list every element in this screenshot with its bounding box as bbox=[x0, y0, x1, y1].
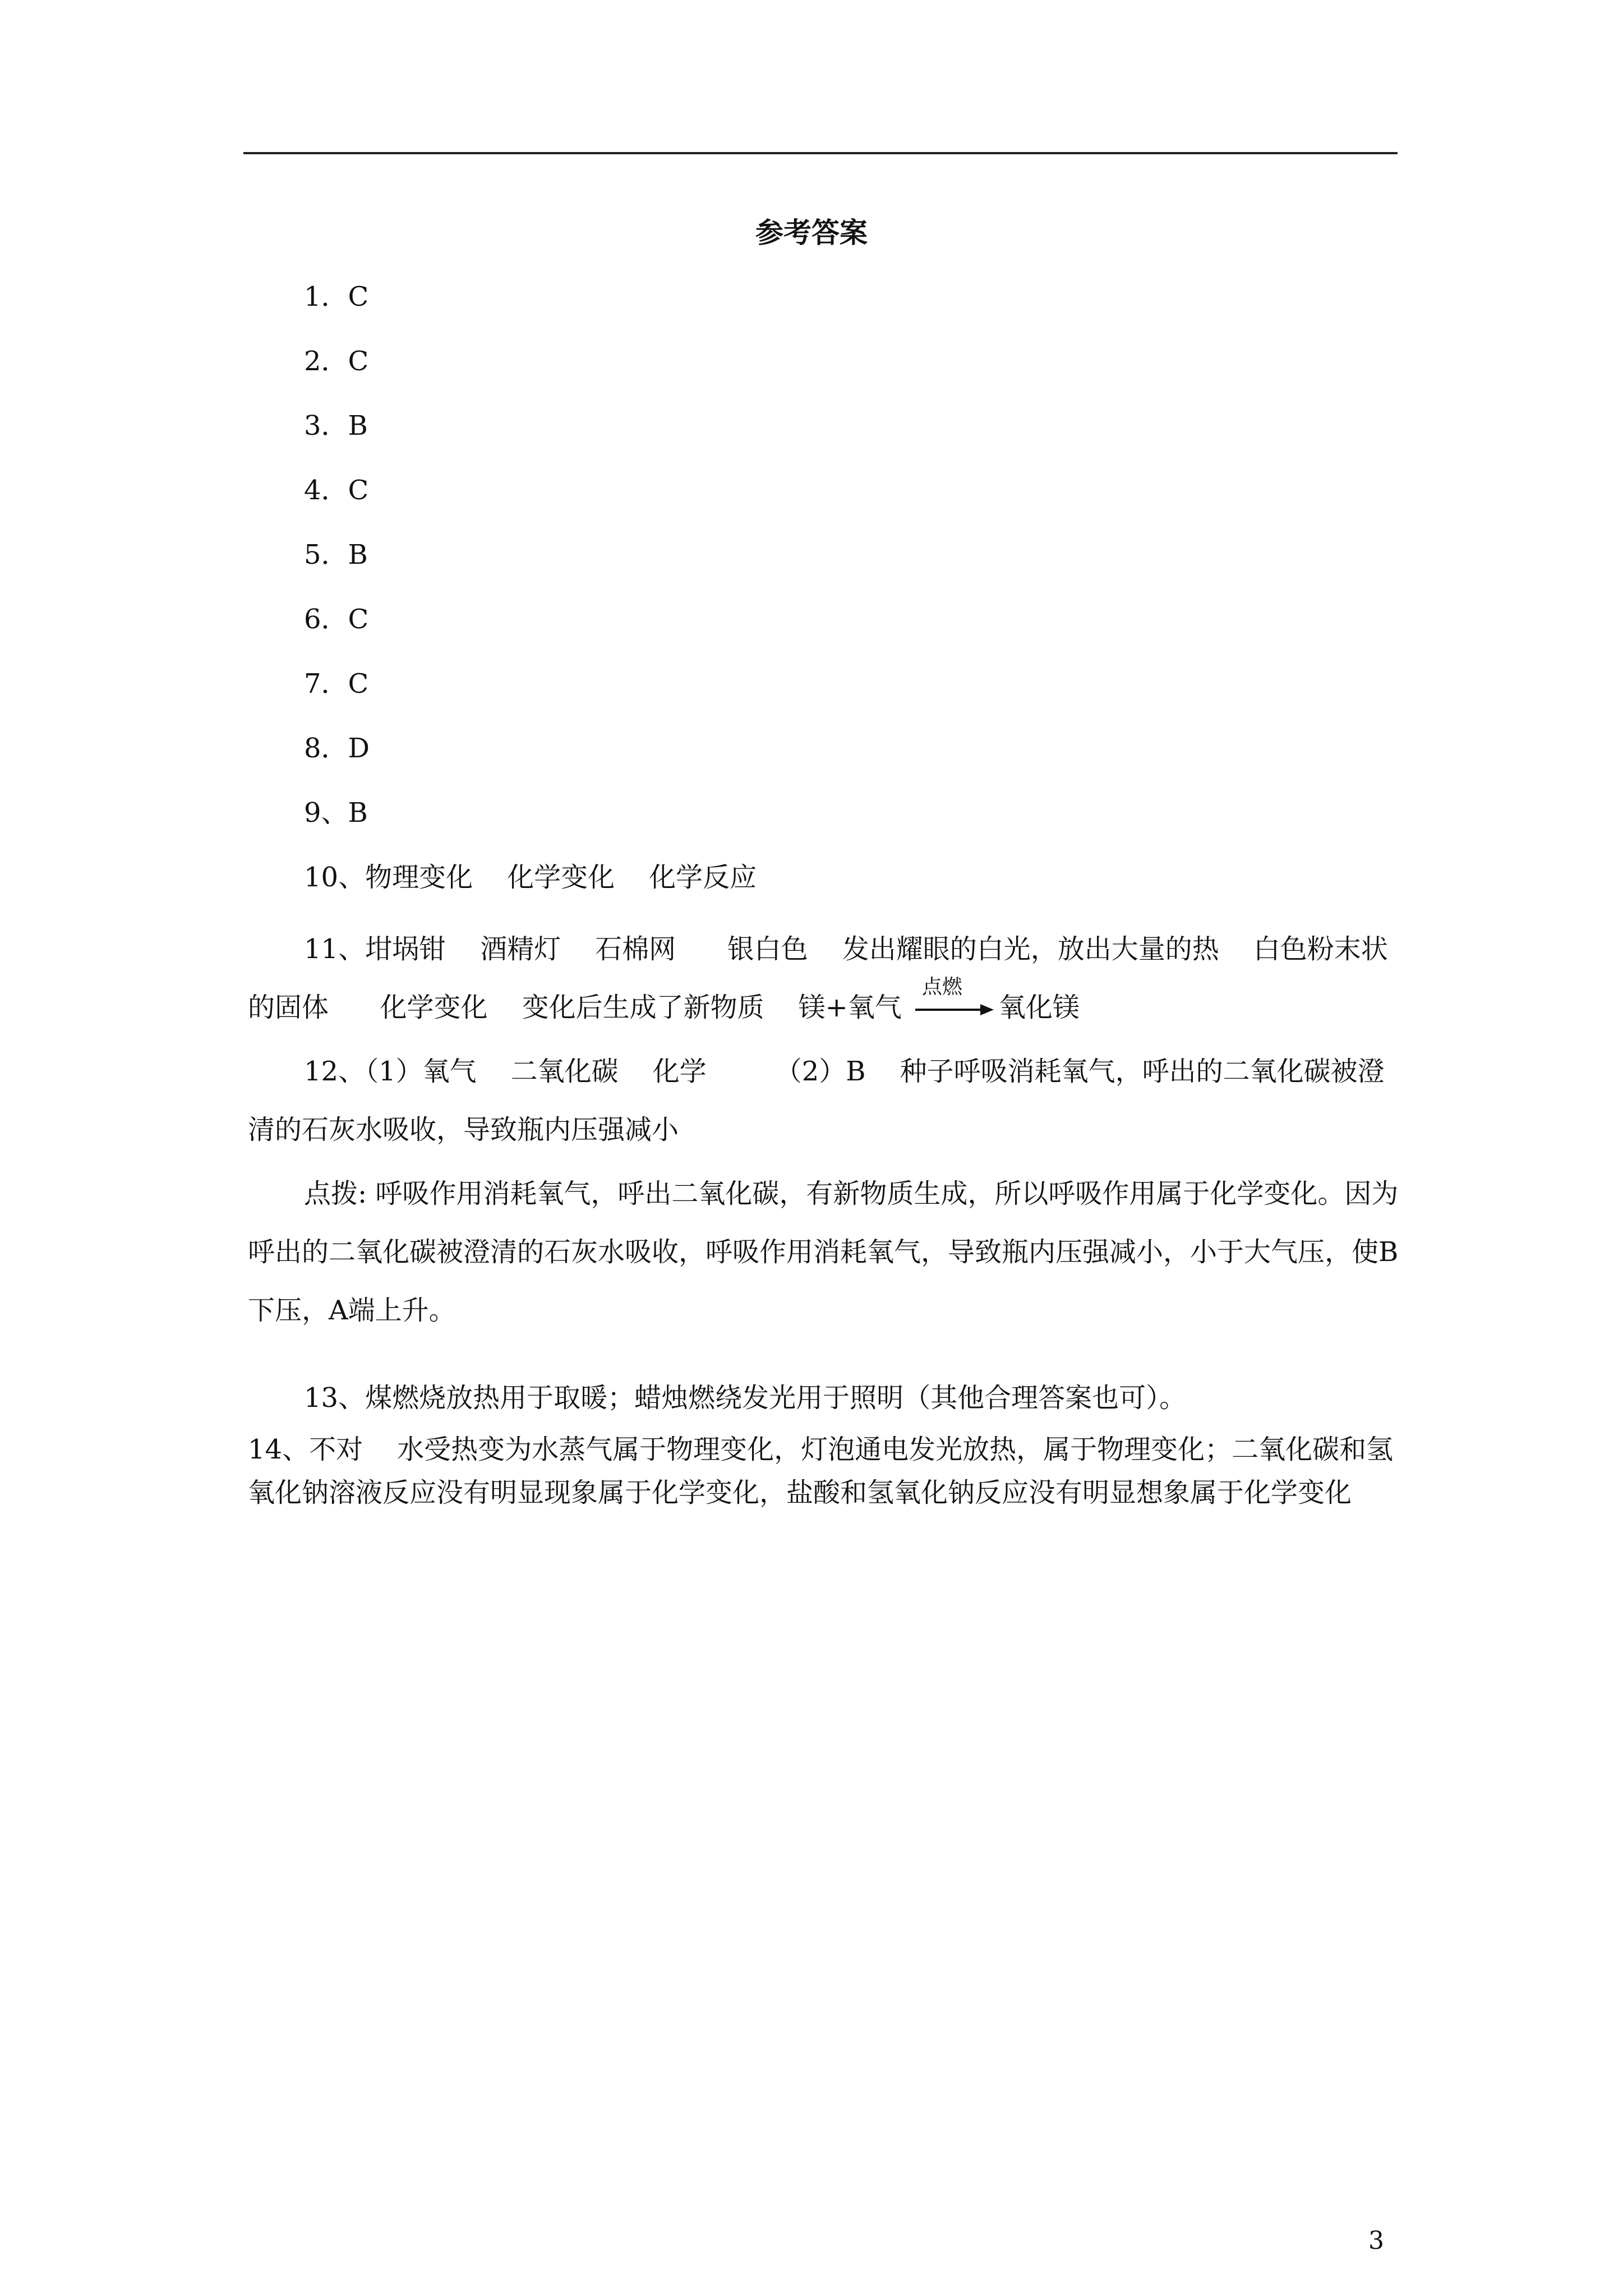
hint-text: 点拨: 呼吸作用消耗氧气，呼出二氧化碳，有新物质生成，所以呼吸作用属于化学变化。因为呼出的二氧化碳被澄清的石灰水吸收，呼吸作用消耗氧气，导致瓶内压强减小，小于大气压，使B下压，A端上升。 bbox=[248, 1178, 1399, 1326]
answer-11 bbox=[248, 920, 1399, 1037]
right-arrow-icon bbox=[915, 1003, 997, 1016]
answer-14-text: 14、不对 水受热变为水蒸气属于物理变化，灯泡通电发光放热，属于物理变化；二氧化碳和氢氧化钠溶液反应没有明显现象属于化学变化，盐酸和氢氧化钠反应没有明显想象属于化学变化 bbox=[248, 1434, 1394, 1508]
reaction-condition-label: 点燃 bbox=[921, 975, 962, 999]
answer-6: 6．C bbox=[304, 604, 369, 635]
hint-paragraph bbox=[248, 1165, 1399, 1340]
answer-10: 10、物理变化 化学变化 化学反应 bbox=[304, 862, 757, 893]
answer-7: 7．C bbox=[304, 668, 369, 700]
answer-12 bbox=[248, 1042, 1399, 1159]
answer-9: 9、B bbox=[304, 797, 368, 829]
answer-12-text: 12、（1）氧气 二氧化碳 化学 （2）B 种子呼吸消耗氧气，呼出的二氧化碳被澄清的石灰水吸收，导致瓶内压强减小 bbox=[248, 1056, 1385, 1145]
answer-4: 4．C bbox=[304, 475, 369, 506]
answer-8: 8．D bbox=[304, 733, 370, 764]
answer-14 bbox=[248, 1428, 1399, 1515]
answer-11-text: 11、坩埚钳 酒精灯 石棉网 银白色 发出耀眼的白光，放出大量的热 白色粉末状的固体 化学变化 变化后生成了新物质 镁+氧气 bbox=[248, 933, 1388, 1023]
answer-13-text: 13、煤燃烧放热用于取暖；蜡烛燃绕发光用于照明（其他合理答案也可）。 bbox=[304, 1382, 1187, 1414]
header-rule bbox=[243, 152, 1398, 154]
answer-5: 5．B bbox=[304, 539, 368, 570]
answer-1: 1．C bbox=[304, 281, 369, 312]
answer-2: 2．C bbox=[304, 346, 369, 377]
reaction-arrow bbox=[915, 975, 997, 1024]
page-number: 3 bbox=[1368, 2226, 1384, 2255]
answer-3: 3．B bbox=[304, 410, 368, 441]
answer-11-product: 氧化镁 bbox=[998, 992, 1080, 1023]
page-title: 参考答案 bbox=[755, 216, 868, 249]
answer-13 bbox=[248, 1369, 1399, 1427]
